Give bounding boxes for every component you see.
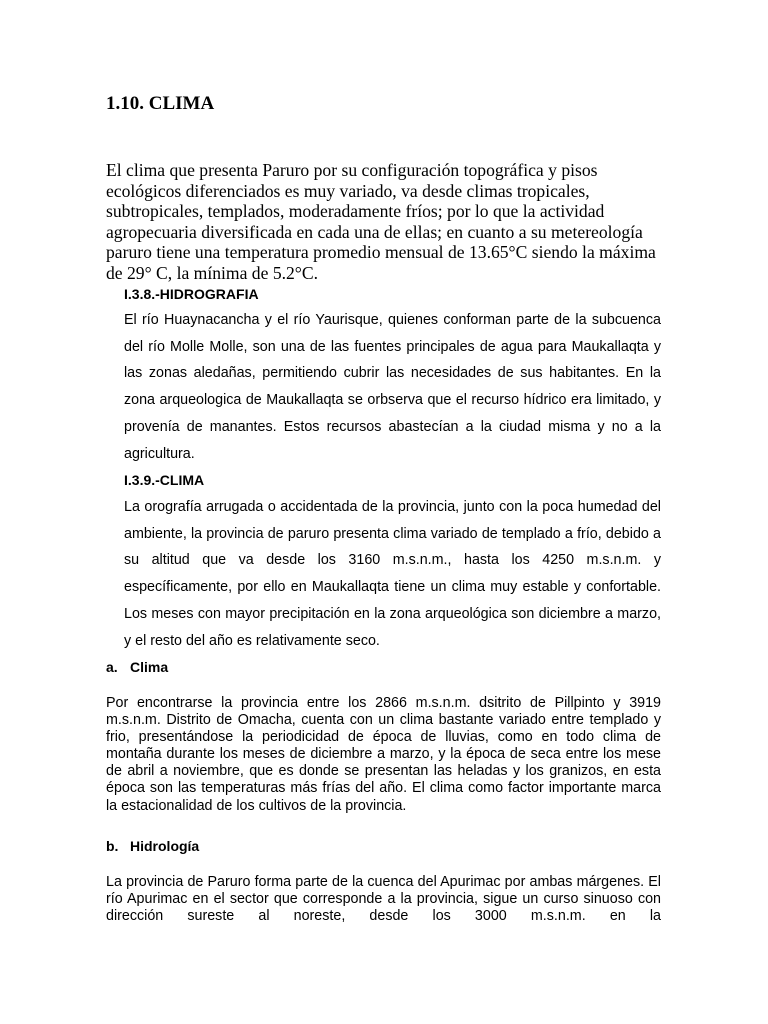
clima-subsection-heading: I.3.9.-CLIMA — [124, 472, 205, 488]
clima-subsection-paragraph: La orografía arrugada o accidentada de la provincia, junto con la poca humedad del ambiente, la provincia de paruro presenta clima variado de templado a frío, debido a su altitud que va desde los 3160 m.s.n.m., hasta los 4250 m.s.n.m. y específicamente, por ello en Maukallaqta tiene un clima muy estable y confortable. Los meses con mayor precipitación en la zona arqueológica son diciembre a marzo, y el resto del año es relativamente seco. — [124, 499, 661, 649]
clima-list-paragraph: Por encontrarse la provincia entre los 2866 m.s.n.m. dsitrito de Pillpinto y 3919 m.s.n.m. Distrito de Omacha, cuenta con un clima bastante variado entre templado y frio, presentándose la periodicidad de época de lluvias, como en todo clima de montaña durante los meses de diciembre a marzo, y la época de seca entre los mese de abril a noviembre, que es donde se presentan las heladas y los granizos, en esta época son las temperaturas más frías del año. El clima como factor importante marca la estacionalidad de los cultivos de la provincia. — [106, 695, 661, 814]
hidrografia-heading: I.3.8.-HIDROGRAFIA — [124, 286, 259, 302]
clima-list-heading-label: Clima — [130, 659, 169, 675]
hidrologia-list-paragraph: La provincia de Paruro forma parte de la cuenca del Apurimac por ambas márgenes. El río Apurimac en el sector que corresponde a la provincia, sigue un curso sinuoso con dirección sureste al noreste, desde los 3000 m.s.n.m. en la — [106, 874, 661, 925]
intro-paragraph: El clima que presenta Paruro por su configuración topográfica y pisos ecológicos diferenciados es muy variado, va desde climas tropicales, subtropicales, templados, moderadamente fríos; por lo que la actividad agropecuaria diversificada en cada una de ellas; en cuanto a su metereología paruro tiene una temperatura promedio mensual de 13.65°C siendo la máxima de 29° C, la mínima de 5.2°C. — [106, 160, 656, 283]
list-marker-b: b. — [106, 838, 119, 854]
hidrografia-paragraph: El río Huaynacancha y el río Yaurisque, quienes conforman parte de la subcuenca del río Molle Molle, son una de las fuentes principales de agua para Maukallaqta y las zonas aledañas, permitiendo cubrir las necesidades de sus habitantes. En la zona arqueologica de Maukallaqta se orbserva que el recurso hídrico era limitado, y provenía de manantes. Estos recursos abastecían a la ciudad misma y no a la agricultura. — [124, 312, 661, 462]
hidrologia-list-heading-label: Hidrología — [130, 838, 200, 854]
clima-list-heading — [106, 659, 168, 675]
list-marker-a: a. — [106, 659, 118, 675]
hidrologia-list-heading — [106, 838, 199, 854]
section-heading: 1.10. CLIMA — [106, 93, 215, 114]
